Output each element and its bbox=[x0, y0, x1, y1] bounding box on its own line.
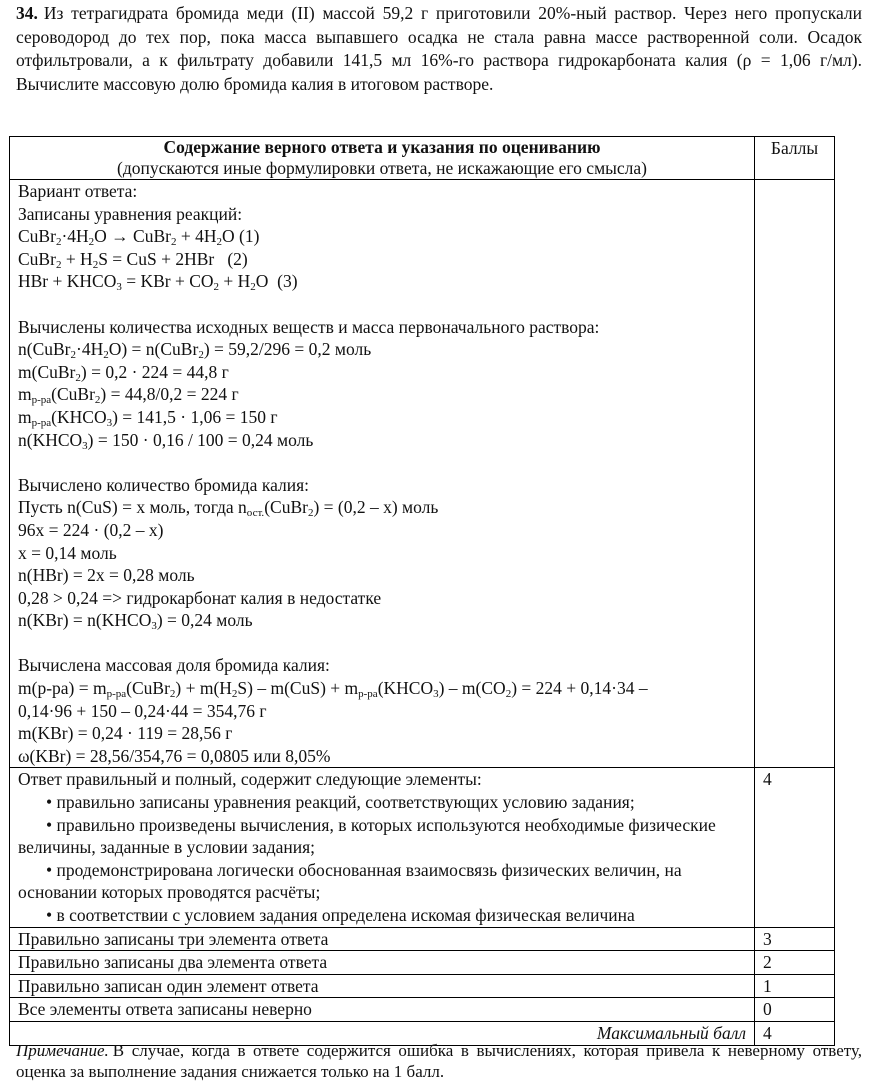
calc1-line: $n(CuBr_2\cdot 4H_2O)$ = n(CuBr$_2$) = 59,2/296 = 0,2 моль bbox=[18, 339, 372, 362]
criteria-item: • правильно записаны уравнения реакций, соответствующих условию задания; bbox=[46, 792, 635, 813]
footnote-text: В случае, когда в ответе содержится ошибка в вычислениях, которая привела к неверному ответу, оценка за выполнение задания снижается только на 1 балл. bbox=[16, 1041, 862, 1081]
max-score-label: Максимальный балл bbox=[10, 1021, 755, 1045]
task-statement bbox=[16, 2, 862, 96]
score-row-value: 1 bbox=[755, 974, 835, 998]
calc3-line: 0,14·96 + 150 – 0,24·44 = 354,76 г bbox=[18, 700, 267, 721]
score-row-label: Правильно записаны два элемента ответа bbox=[10, 951, 755, 975]
criteria-item: • правильно произведены вычисления, в которых используются необходимые физические величины, заданные в условии задания; bbox=[18, 814, 716, 858]
score-row bbox=[10, 974, 835, 998]
criteria-item: • продемонстрирована логически обоснованная взаимосвязь физических величин, на основании которых проводятся расчёты; bbox=[18, 859, 682, 903]
footnote bbox=[16, 1040, 862, 1082]
calc2-line: 0,28 > 0,24 => гидрокарбонат калия в недостатке bbox=[18, 587, 382, 608]
criteria-row bbox=[10, 768, 835, 927]
score-row-value: 0 bbox=[755, 998, 835, 1022]
calc3-line: $m(р-ра) = m_{р-ра}(CuBr_2) + m(H_2S) - m(CuS)$ + $m_{р-ра}(KHCO_3) - m(CO_2) = 224 + 0,14\cdot 34$ – bbox=[18, 678, 648, 701]
calc1-line: $m_{р-ра}(CuBr_2) = 44,8/0,2 = 224$ г bbox=[18, 384, 239, 407]
answer-row bbox=[10, 180, 835, 768]
criteria-item: • в соответствии с условием задания определена искомая физическая величина bbox=[46, 905, 635, 925]
calc1-line: $m_{р-ра}(KHCO_3) = 141,5 \cdot 1,06 = 150$ г bbox=[18, 406, 278, 429]
criteria-score: 4 bbox=[755, 768, 835, 927]
calc2-line: Пусть n(CuS) = x моль, тогда $n_{ост.}(CuBr_2) = (0,2 - x)$ моль bbox=[18, 497, 439, 520]
calc2-heading: Вычислено количество бромида калия: bbox=[18, 474, 309, 495]
score-row bbox=[10, 927, 835, 951]
task-text: Из тетрагидрата бромида меди (II) массой 59,2 г приготовили 20%-ный раствор. Через него пропускали сероводород до тех пор, пока масса выпавшего осадка не стала равна массе растворенной соли. Осадок отфильтровали, а к фильтрату добавили 141,5 мл 16%-го раствора гидрокарбоната калия (ρ = 1,06 г/мл). Вычислите массовую долю бромида калия в итоговом растворе. bbox=[16, 3, 862, 94]
calc1-heading: Вычислены количества исходных веществ и масса первоначального раствора: bbox=[18, 316, 600, 337]
calc1-line: $n(KHCO_3) = 150 \cdot 0,16 / 100 = 0,24$ моль bbox=[18, 429, 314, 452]
criteria-cell bbox=[10, 768, 755, 927]
score-row-value: 2 bbox=[755, 951, 835, 975]
equation-1: $CuBr_2\cdot 4H_2O$ → CuBr$_2$ + $4H_2O$ (1) bbox=[18, 226, 260, 249]
calc3-heading: Вычислена массовая доля бромида калия: bbox=[18, 655, 330, 676]
score-row-label: Правильно записан один элемент ответа bbox=[10, 974, 755, 998]
calc2-line: $n(KBr) = n(KHCO_3) = 0,24$ моль bbox=[18, 610, 253, 633]
calc3-line: m(KBr) = 0,24 · 119 = 28,56 г bbox=[18, 723, 233, 744]
score-column-header: Баллы bbox=[755, 137, 835, 180]
score-row-label: Все элементы ответа записаны неверно bbox=[10, 998, 755, 1022]
score-row-value: 3 bbox=[755, 927, 835, 951]
answer-solution bbox=[10, 180, 755, 768]
content-header-subtitle: (допускаются иные формулировки ответа, не искажающие его смысла) bbox=[117, 158, 647, 178]
score-row-label: Правильно записаны три элемента ответа bbox=[10, 927, 755, 951]
criteria-intro: Ответ правильный и полный, содержит следующие элементы: bbox=[18, 769, 482, 790]
calc3-line: ω(KBr) = 28,56/354,76 = 0,0805 или 8,05% bbox=[18, 745, 331, 766]
score-row bbox=[10, 998, 835, 1022]
calc1-line: m(CuBr$_2$) = 0,2 · 224 = 44,8 г bbox=[18, 361, 229, 384]
content-header-title: Содержание верного ответа и указания по оцениванию bbox=[163, 137, 601, 157]
footnote-label: Примечание. bbox=[16, 1041, 109, 1060]
score-row bbox=[10, 951, 835, 975]
equations-heading: Записаны уравнения реакций: bbox=[18, 203, 243, 224]
equation-3: HBr + $KHCO_3$ = KBr + $CO_2 + H_2O$ (3) bbox=[18, 271, 298, 294]
calc2-line: 96x = 224 · (0,2 – x) bbox=[18, 519, 164, 540]
calc2-line: n(HBr) = 2x = 0,28 моль bbox=[18, 565, 195, 586]
content-column-header bbox=[10, 137, 755, 180]
equation-2: CuBr$_2$ + $H_2S$ = CuS + 2HBr (2) bbox=[18, 248, 248, 271]
calc2-line: x = 0,14 моль bbox=[18, 542, 117, 563]
table-header-row bbox=[10, 137, 835, 180]
grading-table bbox=[9, 136, 835, 1046]
task-number: 34. bbox=[16, 3, 38, 23]
max-score-value: 4 bbox=[755, 1021, 835, 1045]
answer-intro: Вариант ответа: bbox=[18, 181, 138, 201]
answer-score-cell bbox=[755, 180, 835, 768]
